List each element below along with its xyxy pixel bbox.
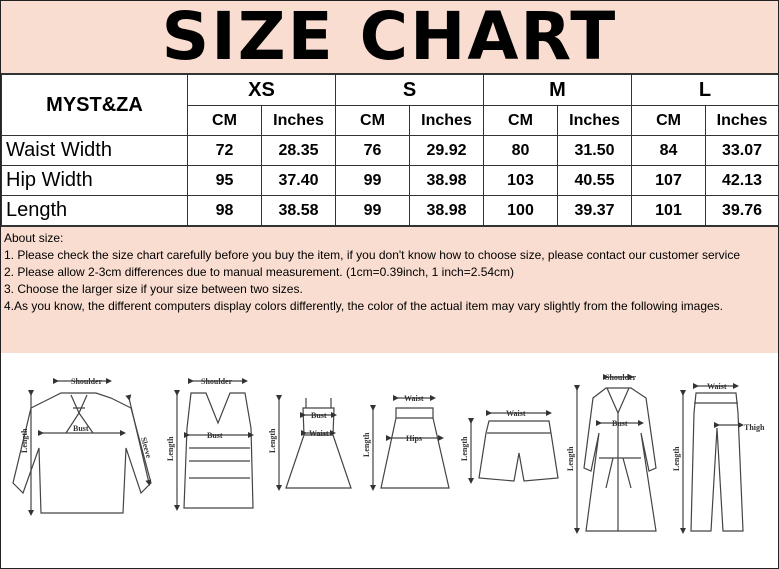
unit-inches: Inches	[558, 106, 632, 136]
waist-label: Waist	[707, 382, 727, 391]
unit-cm: CM	[484, 106, 558, 136]
table-cell: 80	[484, 136, 558, 166]
table-cell: 98	[188, 196, 262, 226]
table-cell: 107	[632, 166, 706, 196]
row-label-hip: Hip Width	[2, 166, 188, 196]
brand-name: MYST&ZA	[2, 75, 188, 136]
table-cell: 42.13	[706, 166, 779, 196]
note-line: 2. Please allow 2-3cm differences due to manual measurement. (1cm=0.39inch, 1 inch=2.54cm)	[4, 265, 515, 279]
thigh-label: Thigh	[744, 423, 765, 432]
bust-label: Bust	[73, 424, 89, 433]
size-xs: XS	[188, 75, 336, 106]
note-line: 4.As you know, the different computers display colors differently, the color of the actual item may vary slightly from the following images.	[4, 299, 724, 313]
table-cell: 31.50	[558, 136, 632, 166]
length-label: Length	[20, 428, 29, 453]
table-cell: 39.76	[706, 196, 779, 226]
size-header-row	[2, 75, 779, 106]
title-bar	[1, 1, 778, 74]
table-cell: 38.98	[410, 166, 484, 196]
size-m: M	[484, 75, 632, 106]
row-label-length: Length	[2, 196, 188, 226]
row-label-waist: Waist Width	[2, 136, 188, 166]
waist-label: Waist	[309, 429, 329, 438]
length-label: Length	[166, 436, 175, 461]
bust-label: Bust	[311, 411, 327, 420]
hips-label: Hips	[406, 434, 423, 443]
table-cell: 103	[484, 166, 558, 196]
shorts-diagram	[471, 413, 558, 481]
table-cell: 39.37	[558, 196, 632, 226]
table-row	[2, 136, 779, 166]
unit-cm: CM	[632, 106, 706, 136]
table-cell: 100	[484, 196, 558, 226]
bust-label: Bust	[207, 431, 223, 440]
measurement-diagrams	[1, 353, 778, 568]
table-cell: 95	[188, 166, 262, 196]
table-cell: 38.58	[262, 196, 336, 226]
tank-top-diagram	[177, 381, 253, 508]
length-label: Length	[566, 446, 575, 471]
notes-heading: About size:	[4, 231, 64, 245]
table-cell: 38.98	[410, 196, 484, 226]
size-notes	[1, 226, 778, 358]
unit-inches: Inches	[410, 106, 484, 136]
table-row	[2, 166, 779, 196]
garment-illustrations	[1, 353, 778, 568]
table-cell: 37.40	[262, 166, 336, 196]
table-cell: 29.92	[410, 136, 484, 166]
length-label: Length	[362, 432, 371, 457]
table-cell: 33.07	[706, 136, 779, 166]
unit-inches: Inches	[706, 106, 779, 136]
table-cell: 99	[336, 196, 410, 226]
size-table	[1, 74, 779, 226]
table-cell: 40.55	[558, 166, 632, 196]
page-title: SIZE CHART	[161, 0, 618, 75]
table-row	[2, 196, 779, 226]
unit-inches: Inches	[262, 106, 336, 136]
length-label: Length	[460, 436, 469, 461]
blouse-diagram	[13, 381, 154, 513]
table-cell: 84	[632, 136, 706, 166]
shoulder-label: Shoulder	[71, 377, 103, 386]
table-cell: 76	[336, 136, 410, 166]
waist-label: Waist	[404, 394, 424, 403]
trench-coat-diagram	[577, 377, 656, 531]
shoulder-label: Shoulder	[201, 377, 233, 386]
note-line: 1. Please check the size chart carefully before you buy the item, if you don't know how to choose size, please contact our customer service	[4, 248, 741, 262]
size-l: L	[632, 75, 779, 106]
length-label: Length	[672, 446, 681, 471]
skirt-diagram	[373, 398, 449, 488]
table-cell: 72	[188, 136, 262, 166]
size-s: S	[336, 75, 484, 106]
table-cell: 101	[632, 196, 706, 226]
sleeve-label: Sleeve	[139, 436, 154, 460]
note-line: 3. Choose the larger size if your size between two sizes.	[4, 282, 303, 296]
shoulder-label: Shoulder	[605, 373, 637, 382]
table-cell: 28.35	[262, 136, 336, 166]
waist-label: Waist	[506, 409, 526, 418]
unit-cm: CM	[188, 106, 262, 136]
table-cell: 99	[336, 166, 410, 196]
bust-label: Bust	[612, 419, 628, 428]
unit-cm: CM	[336, 106, 410, 136]
length-label: Length	[268, 428, 277, 453]
trousers-diagram	[683, 386, 743, 531]
